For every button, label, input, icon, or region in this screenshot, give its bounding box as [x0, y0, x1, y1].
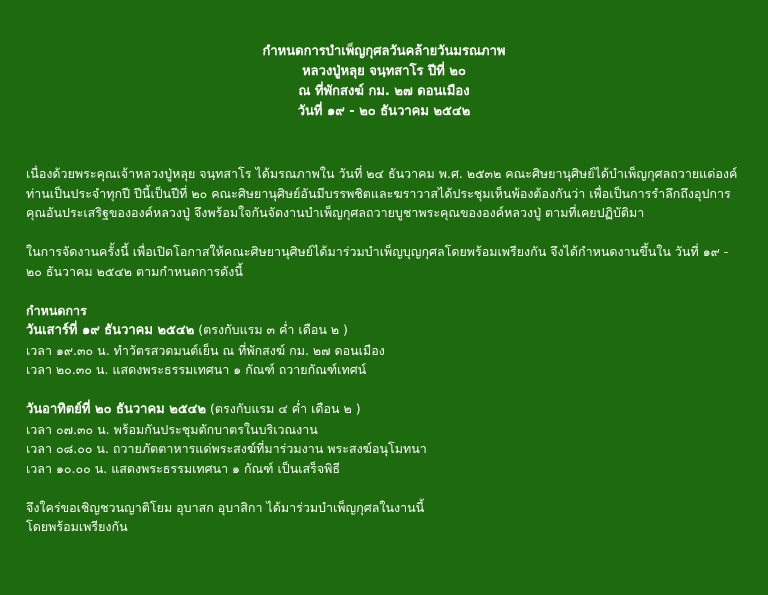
schedule-day-2-item: เวลา ๑๐.๐๐ น. แสดงพระธรรมเทศนา ๑ กัณฑ์ เป็นเสร็จพิธี	[26, 460, 341, 476]
header-subject: หลวงปู่หลุย จนฺทสาโร ปีที่ ๒๐	[302, 64, 466, 79]
intro-paragraph-1: เนื่องด้วยพระคุณเจ้าหลวงปู่หลุย จนฺทสาโร ได้มรณภาพใน วันที่ ๒๔ ธันวาคม พ.ศ. ๒๕๓๒ คณะศิษยานุศิษย์ได้บำเพ็ญกุศลถวายแด่องค์ท่านเป็นประจำทุกปี ปีนี้เป็นปีที่ ๒๐ คณะศิษยานุศิษย์อันมีบรรพชิตและฆราวาสได้ประชุมเห็นพ้องต้องกันว่า เพื่อเป็นการรำลึกถึงอุปการคุณอันประเสริฐขององค์หลวงปู่ จึงพร้อมใจกันจัดงานบำเพ็ญกุศลถวายบูชาพระคุณขององค์หลวงปู่ ตามที่เคยปฏิบัติมา	[26, 166, 738, 220]
schedule-day-2-item: เวลา ๐๗.๓๐ น. พร้อมกันประชุมตักบาตรในบริเวณงาน	[26, 421, 318, 437]
closing-invitation: จึงใคร่ขอเชิญชวนญาติโยม อุบาสก อุบาสิกา ได้มาร่วมบำเพ็ญกุศลในงานนี้	[26, 499, 425, 515]
header-location: ณ ที่พักสงฆ์ กม. ๒๗ ดอนเมือง	[298, 84, 470, 99]
schedule-day-1-item: เวลา ๑๙.๓๐ น. ทำวัตรสวดมนต์เย็น ณ ที่พักสงฆ์ กม. ๒๗ ดอนเมือง	[26, 342, 385, 358]
schedule-day-2-item: เวลา ๐๘.๐๐ น. ถวายภัตตาหารแด่พระสงฆ์ที่มาร่วมงาน พระสงฆ์อนุโมทนา	[26, 441, 427, 456]
schedule-day-1-date: วันเสาร์ที่ ๑๙ ธันวาคม ๒๕๔๒	[26, 323, 195, 338]
intro-paragraph-2: ในการจัดงานครั้งนี้ เพื่อเปิดโอกาสให้คณะศิษยานุศิษย์ได้มาร่วมบำเพ็ญบุญกุศลโดยพร้อมเพรียงกัน จึงได้กำหนดงานขึ้นใน วันที่ ๑๙ - ๒๐ ธันวาคม ๒๕๔๒ ตามกำหนดการดังนี้	[26, 244, 729, 279]
schedule-day-2-lunar: (ตรงกับแรม ๔ ค่ำ เดือน ๒ )	[206, 401, 361, 416]
spacer	[26, 281, 748, 301]
header-title: กำหนดการบำเพ็ญกุศลวันคล้ายวันมรณภาพ	[262, 44, 506, 59]
announcement-header	[0, 42, 768, 122]
schedule-day-1-title	[26, 320, 748, 341]
schedule-day-1-item: เวลา ๒๐.๓๐ น. แสดงพระธรรมเทศนา ๑ กัณฑ์ ถวายกัณฑ์เทศน์	[26, 362, 367, 377]
schedule-day-2-date: วันอาทิตย์ที่ ๒๐ ธันวาคม ๒๕๔๒	[26, 402, 207, 417]
closing-together: โดยพร้อมเพรียงกัน	[26, 519, 128, 534]
schedule-day-1-lunar: (ตรงกับแรม ๓ ค่ำ เดือน ๒ )	[194, 322, 348, 337]
spacer	[26, 478, 748, 498]
schedule-day-2-title	[26, 399, 748, 420]
announcement-body	[26, 164, 748, 537]
spacer	[26, 380, 748, 400]
schedule-heading: กำหนดการ	[26, 302, 87, 318]
header-dates: วันที่ ๑๙ - ๒๐ ธันวาคม ๒๕๔๒	[297, 104, 471, 119]
spacer	[26, 223, 748, 243]
